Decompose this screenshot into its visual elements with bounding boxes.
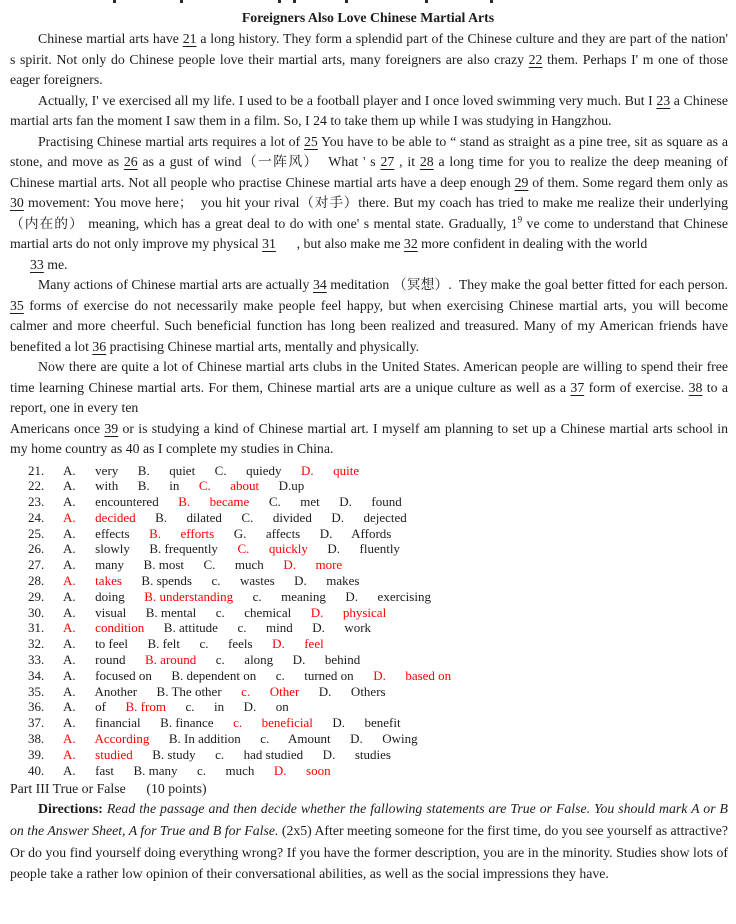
blank-number: 34 [312, 277, 327, 292]
blank-number: 22 [528, 51, 543, 67]
clipped-line-fragments [0, 0, 736, 5]
text-fragment [490, 0, 493, 3]
blank-number: 25 [304, 133, 318, 149]
passage-paragraph: Now there are quite a lot of Chinese martial arts clubs in the United States. American people are willing to spend their free time learning Chinese martial arts. For them, Chinese martial arts are a unique culture as well as a 37 form of exercise. 38 to a report, one in every ten [10, 359, 732, 415]
answer-highlight: C. quickly [237, 541, 308, 557]
blank-number: 33 [30, 256, 44, 272]
question-row: 23. A. encountered B. became C. met D. found [28, 494, 402, 510]
question-row: 30. A. visual B. mental c. chemical D. physical [28, 604, 387, 620]
question-row: 27. A. many B. most C. much D. more [28, 557, 343, 573]
question-row: 38. A. According B. In addition c. Amount D. Owing [28, 731, 418, 747]
answer-highlight: D. feel [272, 636, 324, 652]
answer-highlight: D. more [283, 557, 343, 573]
passage-paragraph: Actually, I' ve exercised all my life. I used to be a football player and I once loved swimming very much. But I 23 a Chinese martial arts fan the moment I saw them in a film. So, I 24 to take them up while I was studying in Hangzhou. [10, 92, 732, 128]
answer-highlight: C. about [198, 478, 260, 494]
answer-highlight: A. takes [63, 573, 122, 589]
blank-number: 21 [182, 31, 197, 46]
answer-highlight: A. condition [63, 620, 145, 636]
passage-paragraph: Chinese martial arts have 21 a long history. They form a splendid part of the Chinese culture and they are part of the nation' s spirit. Not only do Chinese people love their martial arts, many foreigners are also crazy 22 them. Perhaps I' m one of those eager foreigners. [10, 31, 732, 87]
question-row: 36. A. of B. from c. in D. on [28, 699, 289, 715]
question-row: 31. A. condition B. attitude c. mind D. work [28, 620, 372, 636]
blank-number: 36 [92, 338, 107, 354]
passage-paragraph: Practising Chinese martial arts requires a lot of 25 You have to be able to “ stand as straight as a pine tree, sit as square as a stone, and move as 26 as a gust of wind（一阵风） What ' s 27 , it 28 a long time for you to realize the deep meaning of Chinese martial arts. Not all people who practise Chinese martial arts have a deep enough 29 of them. Some regard them only as 30 movement: You move here； you hit your rival（对手）there. But my coach has tried to make me realize their underlying （内在的） meaning, which has a great deal to do with one' s mental state. Gradually, $1^9$ ve come to understand that Chinese martial arts do not only improve my physical 31 , but also make me 32 more confident in dealing with the world [10, 133, 732, 251]
text-fragment [278, 0, 281, 3]
question-row: 40. A. fast B. many c. much D. soon [28, 762, 331, 778]
text-fragment [180, 0, 183, 3]
answer-highlight: c. beneficial [233, 715, 313, 731]
question-row: 25. A. effects B. efforts G. affects D. Affords [28, 525, 392, 541]
question-row: 21. A. very B. quiet C. quiedy D. quite [28, 462, 360, 478]
text-fragment [113, 0, 116, 3]
question-row: 24. A. decided B. dilated C. divided D. dejected [28, 509, 407, 525]
blank-number: 26 [123, 154, 138, 169]
answer-highlight: B. from [125, 699, 166, 715]
passage-paragraph: 33 me. [30, 256, 68, 272]
answer-highlight: A. decided [63, 509, 136, 525]
passage-paragraph: Many actions of Chinese martial arts are actually 34 meditation （冥想）. They make the goal better fitted for each person. 35 forms of exercise do not necessarily make people feel happy, but when exercising Chinese martial arts, you will become calmer and more cheerful. Such beneficial function has long been realized and treasured. Many of my American friends have benefited a lot 36 practising Chinese martial arts, mentally and physically. [10, 277, 732, 354]
question-row: 35. A. Another B. The other c. Other D. Others [28, 683, 386, 699]
answer-highlight: B. around [145, 652, 197, 668]
answer-highlight: c. Other [241, 683, 300, 699]
answer-highlight: B. efforts [149, 525, 215, 541]
passage-title: Foreigners Also Love Chinese Martial Arts [241, 10, 495, 25]
question-row: 26. A. slowly B. frequently C. quickly D. fluently [28, 541, 400, 557]
answer-highlight: A. According [63, 731, 150, 747]
blank-number: 28 [419, 154, 434, 169]
blank-number: 38 [688, 379, 703, 395]
question-row: 22. A. with B. in C. about D.up [28, 478, 305, 494]
answer-highlight: D. soon [273, 762, 331, 778]
directions-paragraph: Directions: Read the passage and then decide whether the fallowing statements are True or False. You should mark A or B on the Answer Sheet, A for True and B for False. (2x5) After meeting someone for the first time, do you see yourself as attractive? Or do you find yourself doing everything wrong? If you have the former description, you are in the minority. Studies show lots of people take a rather low opinion of their conversational abilities, as well as the social impressions they have. [10, 801, 732, 882]
answer-highlight: D. quite [301, 462, 360, 478]
passage-paragraph: Americans once 39 or is studying a kind of Chinese martial art. I myself am planning to set up a Chinese martial arts school in my home country as 40 as I complete my studies in China. [10, 420, 732, 456]
question-row: 34. A. focused on B. dependent on c. turned on D. based on [28, 667, 452, 683]
blank-number: 39 [104, 420, 119, 436]
blank-number: 37 [570, 379, 585, 395]
answer-highlight: D. physical [310, 604, 387, 620]
blank-number: 32 [403, 236, 418, 251]
blank-number: 30 [10, 195, 24, 210]
passage [0, 29, 736, 460]
blank-number: 31 [262, 236, 276, 251]
question-row: 28. A. takes B. spends c. wastes D. makes [28, 573, 360, 589]
text-fragment [293, 0, 296, 3]
answer-highlight: B. understanding [144, 588, 234, 604]
blank-number: 29 [514, 174, 529, 190]
blank-number: 27 [380, 154, 395, 169]
answer-highlight: A. studied [63, 746, 133, 762]
answer-highlight: B. became [178, 494, 250, 510]
question-row: 32. A. to feel B. felt c. feels D. feel [28, 636, 324, 652]
question-row: 33. A. round B. around c. along D. behind [28, 652, 361, 668]
text-fragment [425, 0, 428, 3]
question-row: 29. A. doing B. understanding c. meaning D. exercising [28, 588, 431, 604]
blank-number: 23 [656, 92, 671, 108]
question-row: 37. A. financial B. finance c. beneficial D. benefit [28, 715, 401, 731]
answer-highlight: D. based on [373, 667, 452, 683]
text-fragment [345, 0, 348, 3]
part3-heading: Part III True or False (10 points) [10, 781, 207, 797]
blank-number: 35 [10, 297, 24, 313]
question-row: 39. A. studied B. study c. had studied D. studies [28, 746, 391, 762]
question-list [0, 460, 736, 779]
